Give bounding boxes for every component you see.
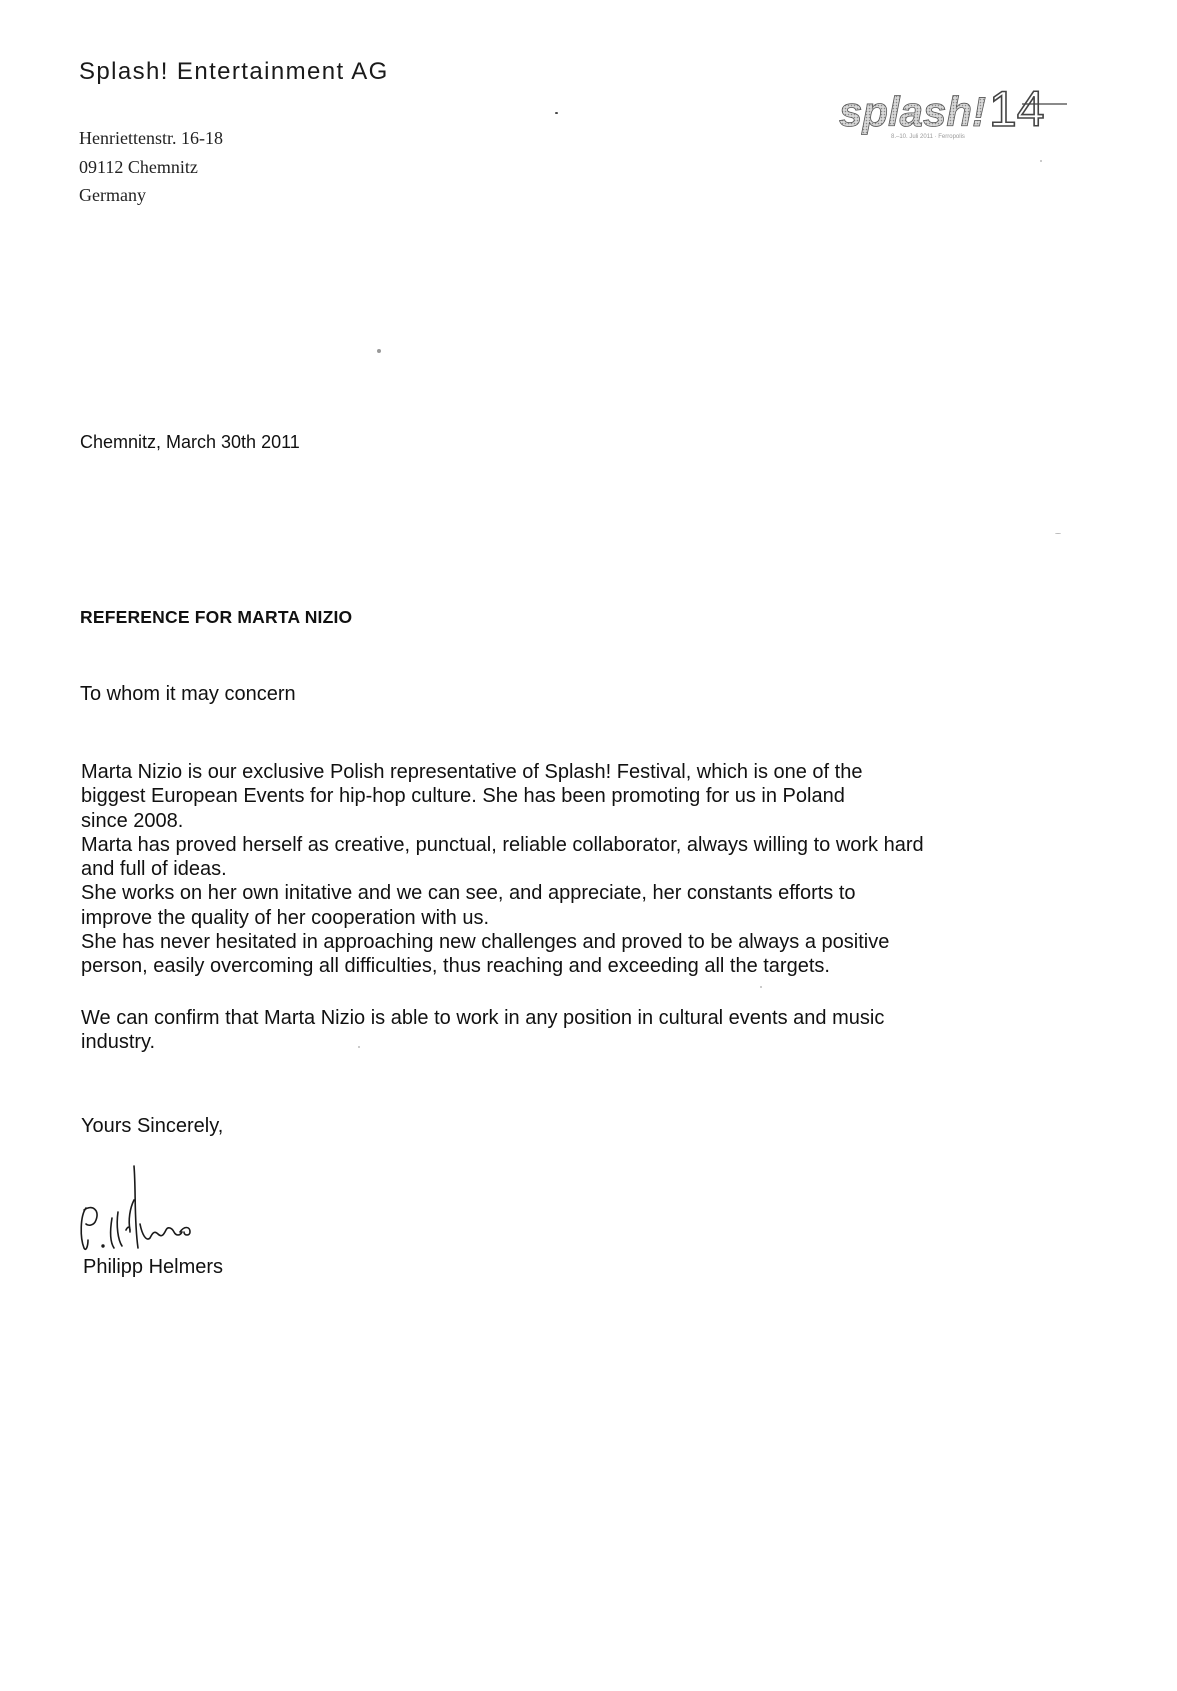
body-line: since 2008. (81, 809, 184, 832)
scan-speck (377, 349, 381, 353)
letter-subject: REFERENCE FOR MARTA NIZIO (80, 607, 353, 627)
body-line: She works on her own initative and we can see, and appreciate, her constants efforts to (81, 882, 856, 905)
scan-speck (358, 1046, 360, 1048)
address-street: Henriettenstr. 16-18 (79, 128, 223, 148)
body-line: and full of ideas. (81, 858, 227, 881)
body-line: person, easily overcoming all difficulties, thus reaching and exceeding all the targets. (81, 955, 830, 978)
address-country: Germany (79, 185, 146, 205)
company-address (79, 124, 223, 210)
logo-tagline: 8.–10. Juli 2011 · Ferropolis (891, 134, 965, 140)
scan-speck (1040, 160, 1042, 162)
scan-speck (1055, 533, 1061, 534)
logo-wordmark: splash! (839, 88, 987, 135)
body-line: Marta has proved herself as creative, punctual, reliable collaborator, always willing to work hard (81, 833, 924, 856)
scan-speck (760, 986, 762, 988)
scan-speck (555, 112, 558, 114)
body-line: She has never hesitated in approaching new challenges and proved to be always a positive (81, 931, 890, 954)
letter-date: Chemnitz, March 30th 2011 (80, 432, 300, 452)
body-line: industry. (81, 1030, 156, 1053)
body-line: biggest European Events for hip-hop culture. She has been promoting for us in Poland (81, 785, 845, 808)
address-city: 09112 Chemnitz (79, 156, 198, 177)
handwritten-signature (76, 1160, 226, 1260)
letter-closing: Yours Sincerely, (81, 1115, 224, 1137)
signer-name: Philipp Helmers (83, 1256, 224, 1278)
body-line: Marta Nizio is our exclusive Polish representative of Splash! Festival, which is one of the (81, 761, 863, 783)
company-name: Splash! Entertainment AG (79, 58, 389, 85)
body-line: improve the quality of her cooperation with us. (81, 906, 489, 929)
letter-body (81, 760, 1021, 1054)
logo-number: 14 (989, 81, 1045, 137)
splash-logo (835, 74, 1075, 154)
body-line: We can confirm that Marta Nizio is able to work in any position in cultural events and music (81, 1006, 885, 1029)
letter-salutation: To whom it may concern (80, 683, 296, 705)
